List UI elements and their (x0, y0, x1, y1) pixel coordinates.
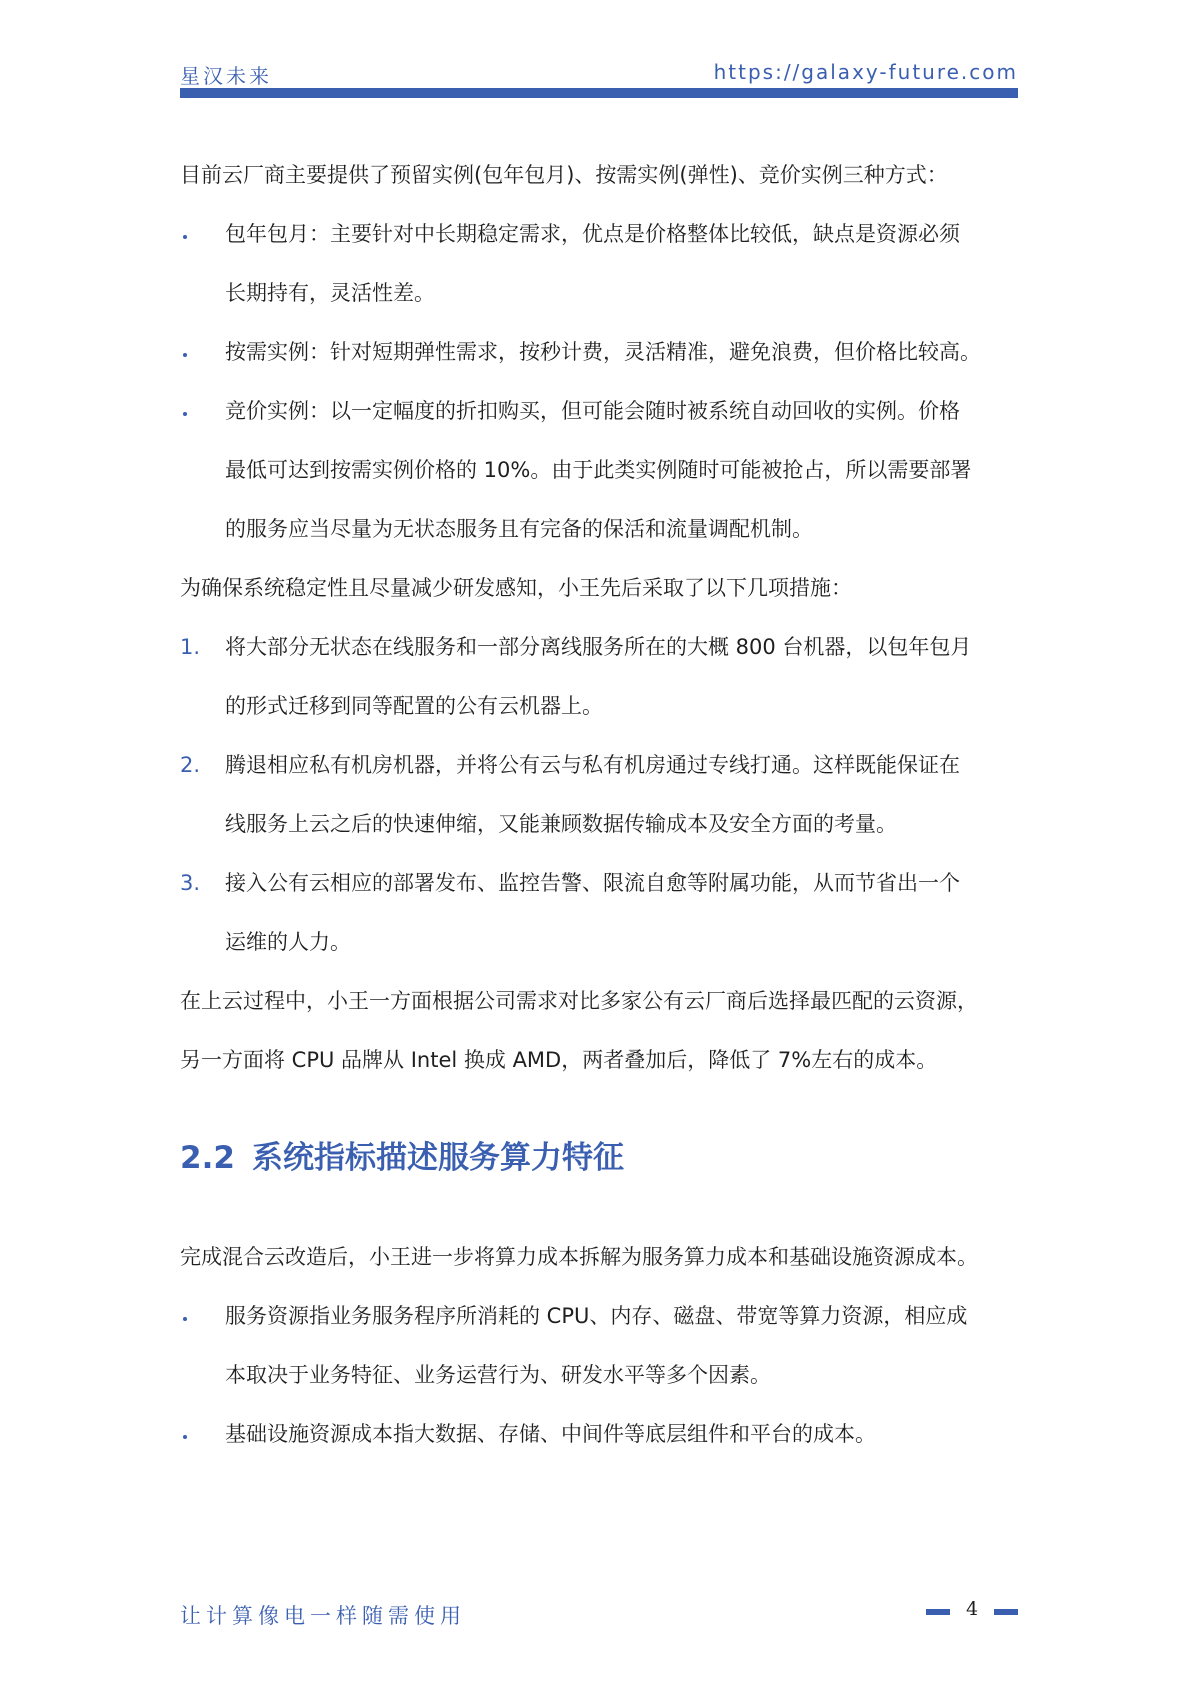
list-item-line: 基础设施资源成本指大数据、存储、中间件等底层组件和平台的成本。 (225, 1422, 876, 1446)
list-item-line: 线服务上云之后的快速伸缩，又能兼顾数据传输成本及安全方面的考量。 (225, 812, 897, 836)
site-url[interactable]: https://galaxy-future.com (713, 60, 1018, 84)
page-footer (180, 1596, 1018, 1636)
list-item (180, 618, 1030, 736)
list-item-line: 按需实例：针对短期弹性需求，按秒计费，灵活精准，避免浪费，但价格比较高。 (225, 340, 981, 364)
section-title: 系统指标描述服务算力特征 (252, 1140, 624, 1176)
list-item (180, 854, 1030, 972)
measures-intro: 为确保系统稳定性且尽量减少研发感知，小王先后采取了以下几项措施： (180, 576, 852, 600)
footer-slogan: 让计算像电一样随需使用 (180, 1604, 466, 1628)
list-item (180, 736, 1030, 854)
header-divider (180, 88, 1018, 98)
list-item-line: 将大部分无状态在线服务和一部分离线服务所在的大概 800 台机器，以包年包月 (225, 635, 972, 659)
list-item-line: 最低可达到按需实例价格的 10%。由于此类实例随时可能被抢占，所以需要部署 (225, 458, 972, 482)
list-item-line: 的形式迁移到同等配置的公有云机器上。 (225, 694, 603, 718)
list-item-line: 长期持有，灵活性差。 (225, 281, 435, 305)
measures-list (180, 618, 1030, 972)
list-number: 2. (180, 753, 201, 777)
instance-type-list (180, 205, 1030, 559)
list-item-line: 接入公有云相应的部署发布、监控告警、限流自愈等附属功能，从而节省出一个 (225, 871, 960, 895)
dash-icon (926, 1609, 950, 1615)
list-item (180, 382, 1030, 559)
page-content (180, 146, 1030, 1464)
dash-icon (994, 1609, 1018, 1615)
list-item (180, 205, 1030, 323)
list-item (180, 1405, 1030, 1464)
list-item (180, 323, 1030, 382)
list-item-line: 包年包月：主要针对中长期稳定需求，优点是价格整体比较低，缺点是资源必须 (225, 222, 960, 246)
list-item-line: 的服务应当尽量为无状态服务且有完备的保活和流量调配机制。 (225, 517, 813, 541)
page-indicator (926, 1598, 1018, 1628)
cost-list (180, 1287, 1030, 1464)
list-item-line: 竞价实例：以一定幅度的折扣购买，但可能会随时被系统自动回收的实例。价格 (225, 399, 960, 423)
section-number: 2.2 (180, 1140, 235, 1176)
bullet-icon (183, 1317, 187, 1321)
list-item-line: 本取决于业务特征、业务运营行为、研发水平等多个因素。 (225, 1363, 771, 1387)
brand-name: 星汉未来 (180, 64, 272, 88)
bullet-icon (183, 235, 187, 239)
summary-line: 另一方面将 CPU 品牌从 Intel 换成 AMD，两者叠加后，降低了 7%左右的成本。 (180, 1048, 938, 1072)
bullet-icon (183, 412, 187, 416)
bullet-icon (183, 353, 187, 357)
summary-line: 在上云过程中，小王一方面根据公司需求对比多家公有云厂商后选择最匹配的云资源， (180, 989, 978, 1013)
list-item-line: 服务资源指业务服务程序所消耗的 CPU、内存、磁盘、带宽等算力资源，相应成 (225, 1304, 968, 1328)
page-header (180, 56, 1018, 98)
bullet-icon (183, 1435, 187, 1439)
list-number: 3. (180, 871, 201, 895)
list-item-line: 腾退相应私有机房机器，并将公有云与私有机房通过专线打通。这样既能保证在 (225, 753, 960, 777)
list-number: 1. (180, 635, 201, 659)
section-heading (180, 1136, 1030, 1180)
page-number: 4 (965, 1598, 979, 1620)
list-item-line: 运维的人力。 (225, 930, 351, 954)
intro-paragraph: 目前云厂商主要提供了预留实例(包年包月)、按需实例(弹性)、竞价实例三种方式： (180, 163, 948, 187)
section-intro: 完成混合云改造后，小王进一步将算力成本拆解为服务算力成本和基础设施资源成本。 (180, 1245, 978, 1269)
list-item (180, 1287, 1030, 1405)
